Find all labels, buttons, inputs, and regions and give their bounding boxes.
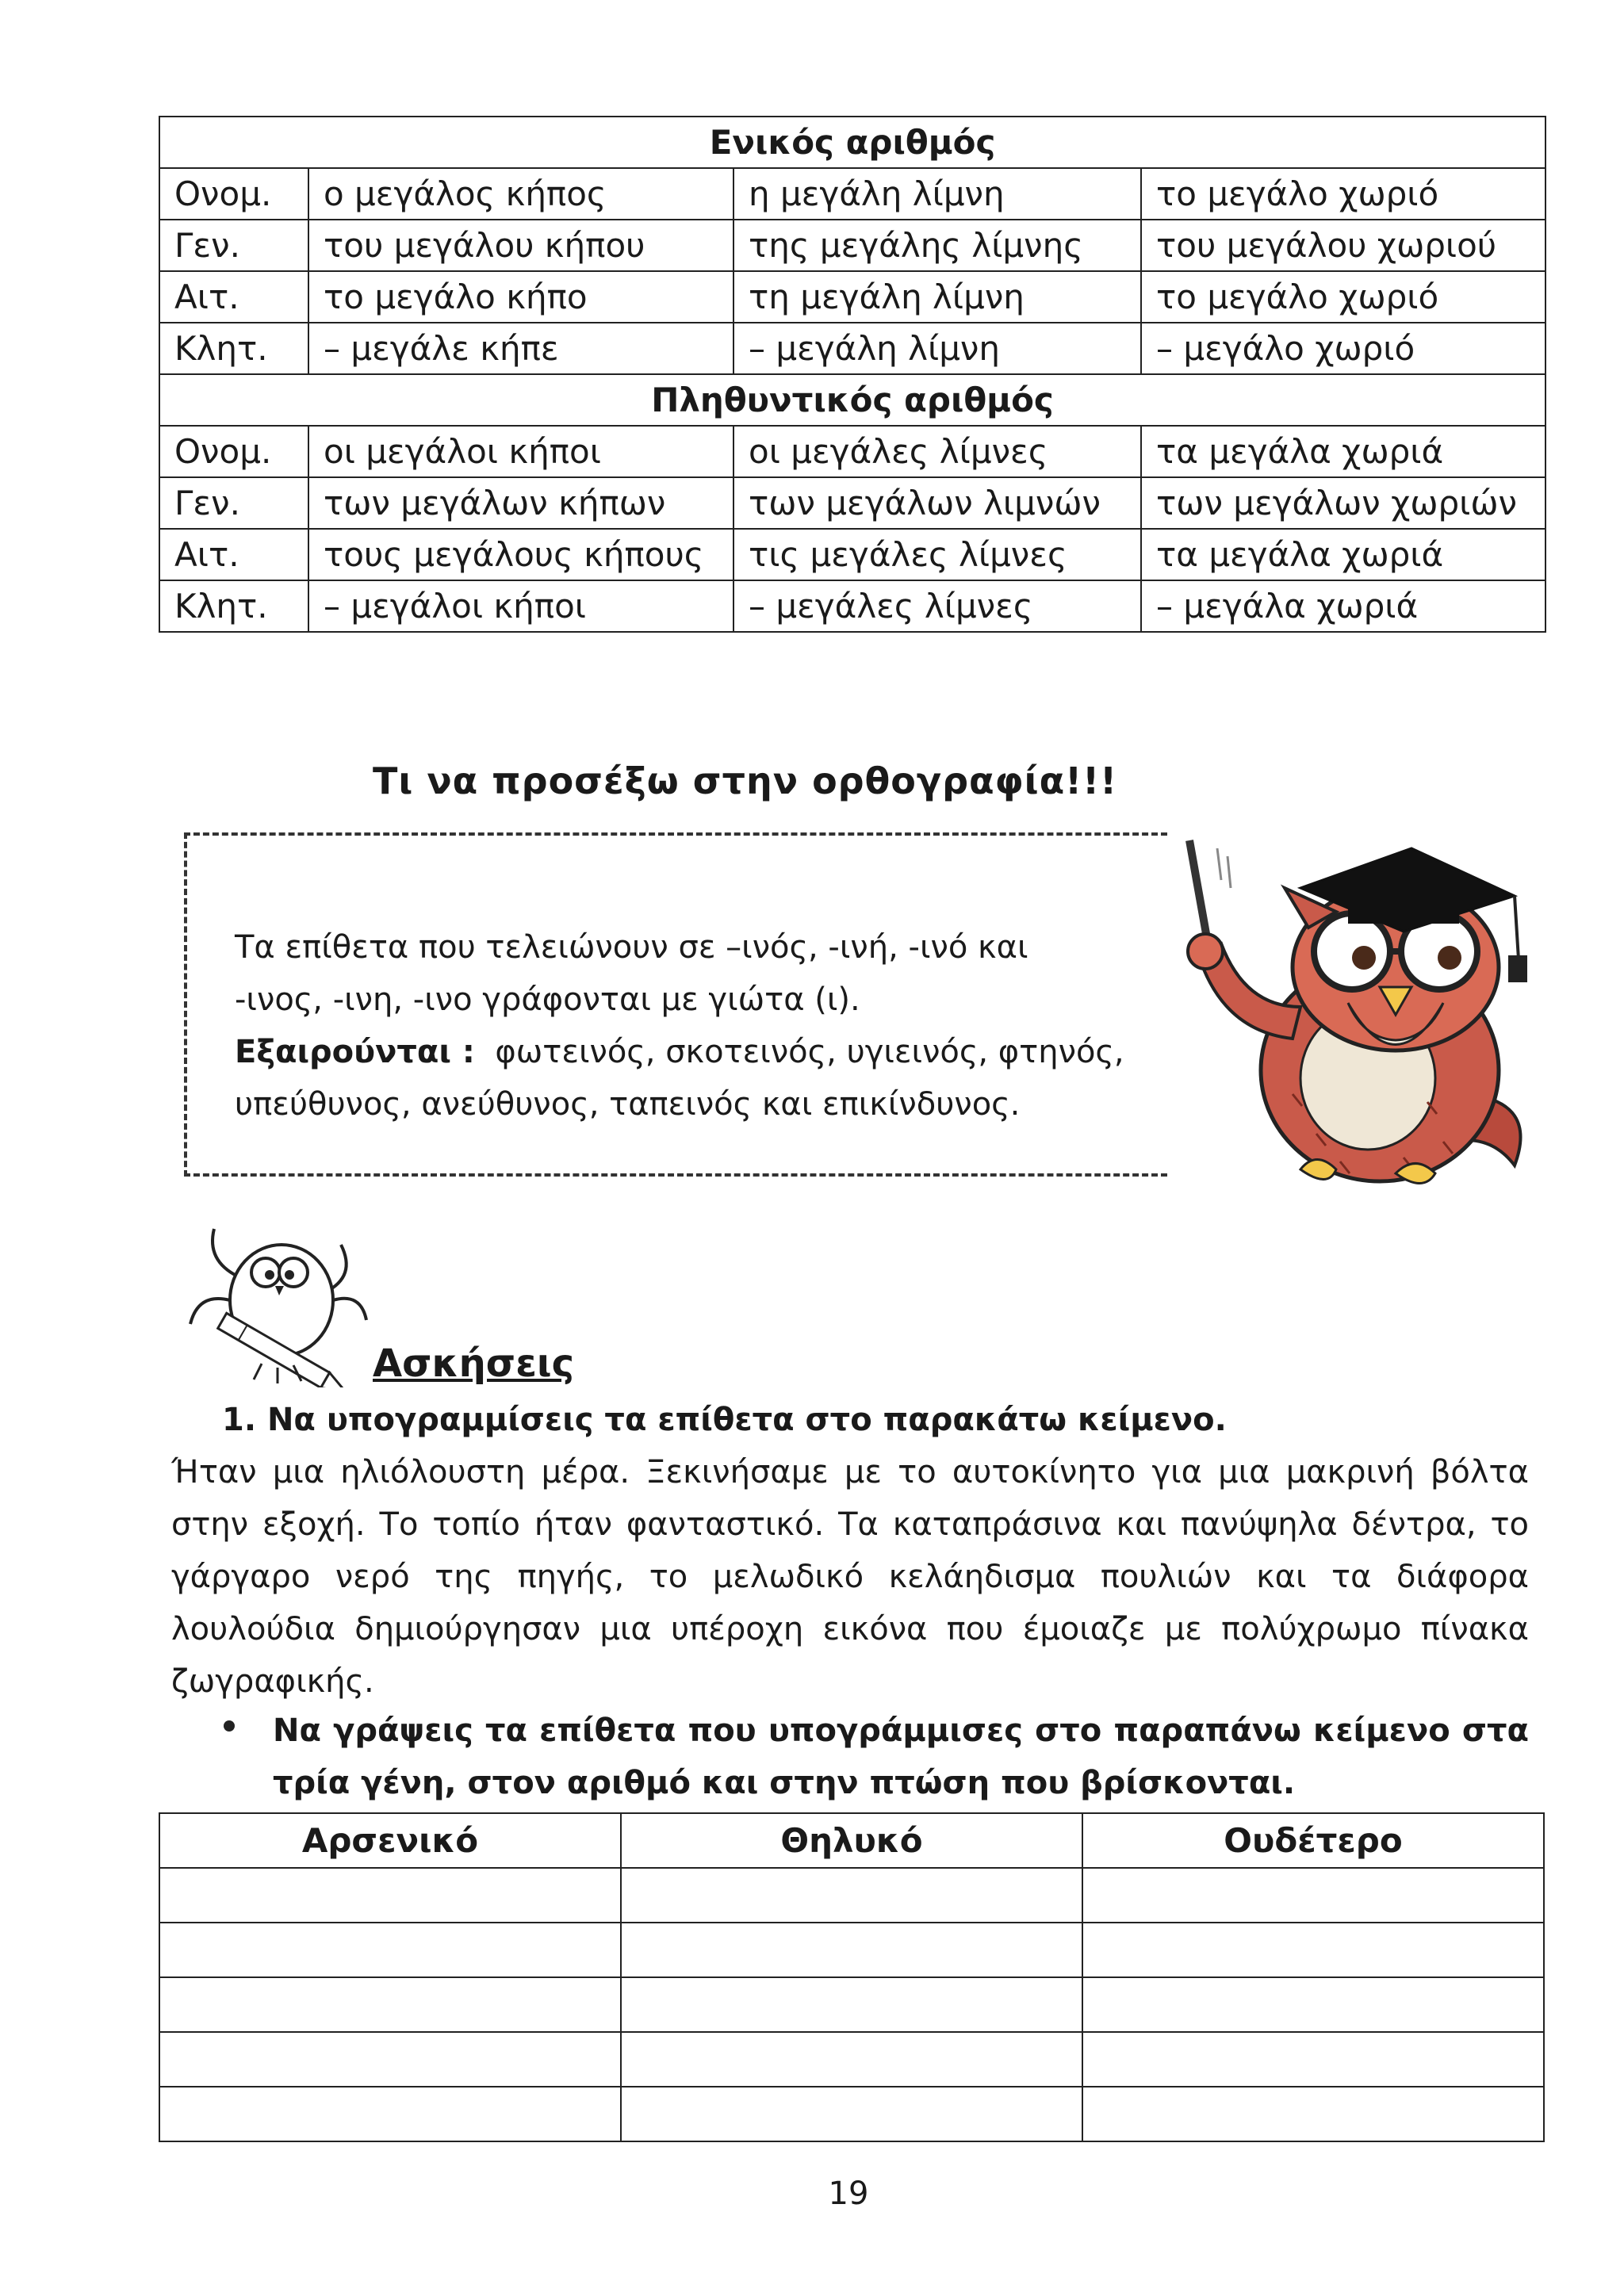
answer-row xyxy=(159,2032,1544,2087)
case-label: Αιτ. xyxy=(159,529,308,580)
table-row xyxy=(159,323,1545,374)
bullet-icon xyxy=(224,1720,235,1732)
table-row xyxy=(159,477,1545,529)
table-cell: τα μεγάλα χωριά xyxy=(1141,426,1545,477)
answer-cell[interactable] xyxy=(159,2087,621,2141)
answer-cell[interactable] xyxy=(1082,2032,1544,2087)
case-label: Κλητ. xyxy=(159,323,308,374)
answer-row xyxy=(159,2087,1544,2141)
answer-cell[interactable] xyxy=(621,1923,1082,1977)
table-cell: – μεγάλη λίμνη xyxy=(733,323,1141,374)
table-row xyxy=(159,580,1545,632)
answer-row xyxy=(159,1923,1544,1977)
table-row xyxy=(159,529,1545,580)
table-cell: οι μεγάλοι κήποι xyxy=(308,426,733,477)
table-cell: – μεγάλα χωριά xyxy=(1141,580,1545,632)
table-cell: των μεγάλων χωριών xyxy=(1141,477,1545,529)
exceptions-line-1: φωτεινός, σκοτεινός, υγιεινός, φτηνός, xyxy=(495,1034,1124,1070)
table-cell: το μεγάλο κήπο xyxy=(308,271,733,323)
question-1: 1. Να υπογραμμίσεις τα επίθετα στο παρακάτω κείμενο. xyxy=(222,1402,1227,1438)
table-cell: της μεγάλης λίμνης xyxy=(733,220,1141,271)
declension-table xyxy=(159,116,1546,633)
graduate-owl-icon xyxy=(1166,832,1562,1205)
rule-exceptions xyxy=(235,1026,1155,1078)
exceptions-label: Εξαιρούνται : xyxy=(235,1034,475,1070)
answer-cell[interactable] xyxy=(1082,1923,1544,1977)
answer-cell[interactable] xyxy=(159,2032,621,2087)
table-row xyxy=(159,168,1545,220)
answer-cell[interactable] xyxy=(621,2087,1082,2141)
table-cell: τη μεγάλη λίμνη xyxy=(733,271,1141,323)
case-label: Αιτ. xyxy=(159,271,308,323)
rule-title: Τι να προσέξω στην ορθογραφία!!! xyxy=(373,760,1118,802)
table-cell: – μεγάλε κήπε xyxy=(308,323,733,374)
table-cell: των μεγάλων λιμνών xyxy=(733,477,1141,529)
table-cell: το μεγάλο χωριό xyxy=(1141,271,1545,323)
rule-line-2: -ινος, -ινη, -ινο γράφονται με γιώτα (ι). xyxy=(235,982,860,1018)
rule-line-1: Τα επίθετα που τελειώνουν σε –ινός, -ινή, -ινό και xyxy=(235,929,1028,966)
case-label: Κλητ. xyxy=(159,580,308,632)
answer-row xyxy=(159,1977,1544,2032)
page-number: 19 xyxy=(828,2175,869,2212)
answer-cell[interactable] xyxy=(1082,1977,1544,2032)
case-label: Γεν. xyxy=(159,220,308,271)
table-cell: οι μεγάλες λίμνες xyxy=(733,426,1141,477)
table-cell: το μεγάλο χωριό xyxy=(1141,168,1545,220)
answer-cell[interactable] xyxy=(621,2032,1082,2087)
answer-cell[interactable] xyxy=(159,1868,621,1923)
answer-cell[interactable] xyxy=(1082,2087,1544,2141)
exceptions-line-2: υπεύθυνος, ανεύθυνος, ταπεινός και επικίνδυνος. xyxy=(235,1086,1021,1123)
table-cell: τους μεγάλους κήπους xyxy=(308,529,733,580)
table-row xyxy=(159,426,1545,477)
table-cell: του μεγάλου χωριού xyxy=(1141,220,1545,271)
singular-header: Ενικός αριθμός xyxy=(159,117,1545,168)
answer-table xyxy=(159,1812,1545,2142)
table-row xyxy=(159,220,1545,271)
table-cell: τα μεγάλα χωριά xyxy=(1141,529,1545,580)
answer-header-row xyxy=(159,1813,1544,1868)
table-cell: – μεγάλες λίμνες xyxy=(733,580,1141,632)
table-cell: η μεγάλη λίμνη xyxy=(733,168,1141,220)
table-cell: – μεγάλο χωριό xyxy=(1141,323,1545,374)
column-header-neuter: Ουδέτερο xyxy=(1082,1813,1544,1868)
case-label: Ονομ. xyxy=(159,168,308,220)
table-cell: τις μεγάλες λίμνες xyxy=(733,529,1141,580)
column-header-feminine: Θηλυκό xyxy=(621,1813,1082,1868)
table-cell: – μεγάλοι κήποι xyxy=(308,580,733,632)
table-cell: ο μεγάλος κήπος xyxy=(308,168,733,220)
table-cell: του μεγάλου κήπου xyxy=(308,220,733,271)
answer-row xyxy=(159,1868,1544,1923)
case-label: Γεν. xyxy=(159,477,308,529)
table-row xyxy=(159,271,1545,323)
answer-cell[interactable] xyxy=(1082,1868,1544,1923)
answer-cell[interactable] xyxy=(621,1977,1082,2032)
answer-cell[interactable] xyxy=(159,1977,621,2032)
case-label: Ονομ. xyxy=(159,426,308,477)
exercise-passage: Ήταν μια ηλιόλουστη μέρα. Ξεκινήσαμε με το αυτοκίνητο για μια μακρινή βόλτα στην εξοχή. Το τοπίο ήταν φανταστικό. Τα καταπράσινα και πανύψηλα δέντρα, το γάργαρο νερό της πηγής, το μελωδικό κελάηδισμα πουλιών και τα διάφορα λουλούδια δημιούργησαν μια υπέροχη εικόνα που έμοιαζε με πολύχρωμο πίνακα ζωγραφικής. xyxy=(171,1454,1529,1700)
answer-cell[interactable] xyxy=(621,1868,1082,1923)
answer-cell[interactable] xyxy=(159,1923,621,1977)
column-header-masculine: Αρσενικό xyxy=(159,1813,621,1868)
rule-text xyxy=(235,921,1155,1131)
exercises-title: Ασκήσεις xyxy=(373,1341,575,1386)
bullet-instruction: Να γράψεις τα επίθετα που υπογράμμισες στο παραπάνω κείμενο στα τρία γένη, στον αριθμό και στην πτώση που βρίσκονται. xyxy=(273,1712,1529,1801)
owl-with-pencil-icon xyxy=(182,1213,373,1387)
table-cell: των μεγάλων κήπων xyxy=(308,477,733,529)
plural-header: Πληθυντικός αριθμός xyxy=(159,374,1545,426)
